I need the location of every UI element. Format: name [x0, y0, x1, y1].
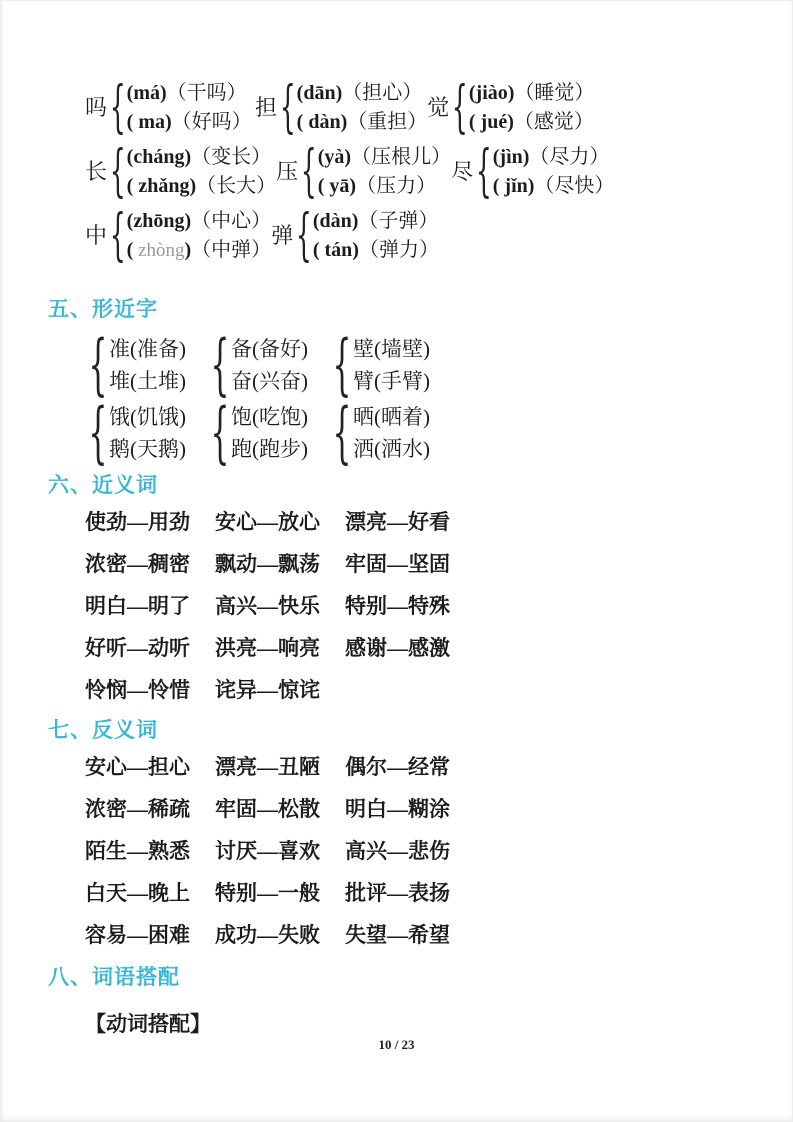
similar-char-entry: 堆(土堆) [109, 369, 186, 393]
pinyin: ( jǐn) [492, 175, 535, 197]
antonym-pair: 陌生—熟悉 [85, 839, 190, 863]
head-character: 压 [276, 159, 299, 184]
section-heading-similar-chars: 五、形近字 [48, 298, 158, 321]
similar-chars-group [207, 332, 329, 398]
polyphonic-group [255, 79, 427, 137]
example-word: （变长） [191, 146, 272, 168]
synonym-pair: 浓密—稠密 [85, 552, 190, 576]
pinyin-line [469, 79, 595, 108]
polyphonic-group [271, 207, 454, 265]
pinyin-line [127, 236, 272, 265]
brace-glyph [110, 144, 126, 200]
polyphonic-group [85, 207, 271, 265]
antonym-pair: 浓密—稀疏 [85, 797, 190, 821]
synonym-pair: 特别—特殊 [345, 594, 450, 618]
pinyin: (jìn) [492, 146, 530, 168]
antonym-pair: 高兴—悲伤 [345, 839, 450, 863]
polyphonic-row [0, 78, 793, 138]
polyphonic-group [451, 143, 621, 201]
pinyin: ( tán) [312, 239, 359, 261]
pinyin: (cháng) [126, 146, 192, 168]
example-word: （重担） [347, 111, 428, 133]
pinyin-line [127, 207, 272, 236]
pronunciation-lines [127, 79, 252, 137]
antonym-pair: 特别—一般 [215, 881, 320, 905]
pinyin-line [493, 172, 615, 201]
pronunciation-lines [313, 207, 439, 265]
section-heading-antonyms: 七、反义词 [48, 719, 158, 742]
similar-char-entry: 洒(洒水) [353, 437, 430, 461]
polyphonic-group [85, 79, 255, 137]
section-heading-collocation: 八、词语搭配 [48, 966, 180, 989]
pinyin: (jiào) [468, 82, 515, 104]
synonym-pair: 牢固—坚固 [345, 552, 450, 576]
pinyin: ( dàn) [296, 111, 348, 133]
similar-char-entry: 壁(墙壁) [353, 337, 430, 361]
synonym-pair: 高兴—快乐 [215, 594, 320, 618]
pronunciation-lines [493, 143, 615, 201]
synonym-pair: 飘动—飘荡 [215, 552, 320, 576]
head-character: 中 [85, 223, 108, 248]
antonym-pair: 偶尔—经常 [345, 755, 450, 779]
example-word: （压力） [356, 175, 437, 197]
head-character: 觉 [427, 95, 450, 120]
brace-glyph [89, 400, 108, 466]
pronunciation-lines [297, 79, 428, 137]
pronunciation-lines [127, 143, 276, 201]
polyphonic-row [0, 206, 793, 266]
pinyin-line [127, 79, 252, 108]
similar-char-entry: 饱(吃饱) [231, 405, 308, 429]
example-word: （压根儿） [351, 146, 452, 168]
polyphonic-group [85, 143, 276, 201]
brace-glyph [452, 80, 468, 136]
antonym-pair: 成功—失败 [215, 923, 320, 947]
example-word: （睡觉） [514, 82, 595, 104]
similar-chars-group [329, 332, 451, 398]
pronunciation-lines [318, 143, 451, 201]
page-number: 10 / 23 [378, 1037, 415, 1052]
pronunciation-lines [469, 79, 595, 137]
similar-char-entry: 准(准备) [109, 337, 186, 361]
antonym-pair: 容易—困难 [85, 923, 190, 947]
synonym-pair: 怜悯—怜惜 [85, 678, 190, 702]
brace-glyph [211, 332, 230, 398]
similar-chars-row [0, 400, 793, 466]
pinyin-line [313, 236, 439, 265]
example-word: （担心） [342, 82, 423, 104]
head-character: 担 [255, 95, 278, 120]
similar-chars-group [85, 332, 207, 398]
pinyin: (dān) [296, 82, 343, 104]
pinyin-open-paren: ( [126, 239, 134, 261]
pinyin: ( zhǎng) [126, 175, 197, 197]
section-heading-synonyms: 六、近义词 [48, 474, 158, 497]
similar-chars-row [0, 332, 793, 398]
similar-chars-lines [231, 333, 308, 397]
similar-chars-group [329, 400, 451, 466]
pinyin-line [127, 172, 276, 201]
synonym-pair: 诧异—惊诧 [215, 678, 320, 702]
similar-chars-lines [353, 401, 430, 465]
similar-char-entry: 备(备好) [231, 337, 308, 361]
similar-chars-group [207, 400, 329, 466]
similar-chars-lines [231, 401, 308, 465]
pinyin-close-paren: ) [184, 239, 192, 261]
brace-glyph [333, 332, 352, 398]
pinyin-line [493, 143, 615, 172]
example-word: （中弹） [191, 239, 272, 261]
polyphonic-group [427, 79, 597, 137]
head-character: 尽 [451, 159, 474, 184]
brace-glyph [211, 400, 230, 466]
example-word: （尽快） [534, 175, 615, 197]
pinyin-line [318, 143, 451, 172]
synonyms-grid [0, 512, 793, 701]
example-word: （尽力） [529, 146, 610, 168]
head-character: 吗 [85, 95, 108, 120]
polyphonic-row [0, 142, 793, 202]
polyphonic-group [276, 143, 451, 201]
synonym-pair: 洪亮—响亮 [215, 636, 320, 660]
similar-chars-lines [109, 401, 186, 465]
pinyin-line [313, 207, 439, 236]
head-character: 弹 [271, 223, 294, 248]
antonym-pair: 讨厌—喜欢 [215, 839, 320, 863]
brace-glyph [296, 208, 312, 264]
antonym-pair: 失望—希望 [345, 923, 450, 947]
head-character: 长 [85, 159, 108, 184]
similar-char-entry: 跑(跑步) [231, 437, 308, 461]
pinyin-line [297, 79, 428, 108]
similar-char-entry: 晒(晒着) [353, 405, 430, 429]
brace-glyph [301, 144, 317, 200]
pinyin: (yà) [317, 146, 352, 168]
pinyin: (dàn) [312, 210, 359, 232]
example-word: （长大） [196, 175, 277, 197]
synonym-pair: 安心—放心 [215, 510, 320, 534]
synonym-pair: 漂亮—好看 [345, 510, 450, 534]
antonym-pair: 批评—表扬 [345, 881, 450, 905]
similar-char-entry: 鹅(天鹅) [109, 437, 186, 461]
antonym-pair: 牢固—松散 [215, 797, 320, 821]
synonym-pair: 好听—动听 [85, 636, 190, 660]
antonym-pair: 明白—糊涂 [345, 797, 450, 821]
similar-char-entry: 饿(饥饿) [109, 405, 186, 429]
brace-glyph [280, 80, 296, 136]
brace-glyph [110, 80, 126, 136]
similar-chars-lines [109, 333, 186, 397]
brace-glyph [110, 208, 126, 264]
antonym-pair: 安心—担心 [85, 755, 190, 779]
pronunciation-lines [127, 207, 272, 265]
brace-glyph [476, 144, 492, 200]
similar-chars-lines [353, 333, 430, 397]
example-word: （子弹） [358, 210, 439, 232]
example-word: （弹力） [358, 239, 439, 261]
example-word: （好吗） [171, 111, 252, 133]
pinyin-line [469, 108, 595, 137]
similar-chars-group [85, 400, 207, 466]
antonym-pair: 白天—晚上 [85, 881, 190, 905]
pinyin-line [127, 108, 252, 137]
pinyin-line [127, 143, 276, 172]
example-word: （中心） [191, 210, 272, 232]
similar-char-entry: 臂(手臂) [353, 369, 430, 393]
verb-collocation-label: 【动词搭配】 [85, 1012, 211, 1036]
synonym-pair: 使劲—用劲 [85, 510, 190, 534]
synonym-pair: 明白—明了 [85, 594, 190, 618]
antonym-pair: 漂亮—丑陋 [215, 755, 320, 779]
example-word: （干吗） [166, 82, 247, 104]
antonyms-grid [0, 757, 793, 946]
pinyin-line [297, 108, 428, 137]
pinyin: (má) [126, 82, 167, 104]
similar-char-entry: 奋(兴奋) [231, 369, 308, 393]
pinyin-dim: zhòng [133, 240, 185, 261]
synonym-pair: 感谢—感激 [345, 636, 450, 660]
pinyin: ( jué) [468, 111, 514, 133]
brace-glyph [89, 332, 108, 398]
pinyin: ( yā) [317, 175, 357, 197]
pinyin: ( ma) [126, 111, 172, 133]
example-word: （感觉） [513, 111, 594, 133]
brace-glyph [333, 400, 352, 466]
pinyin: (zhōng) [126, 210, 192, 232]
pinyin-line [318, 172, 451, 201]
